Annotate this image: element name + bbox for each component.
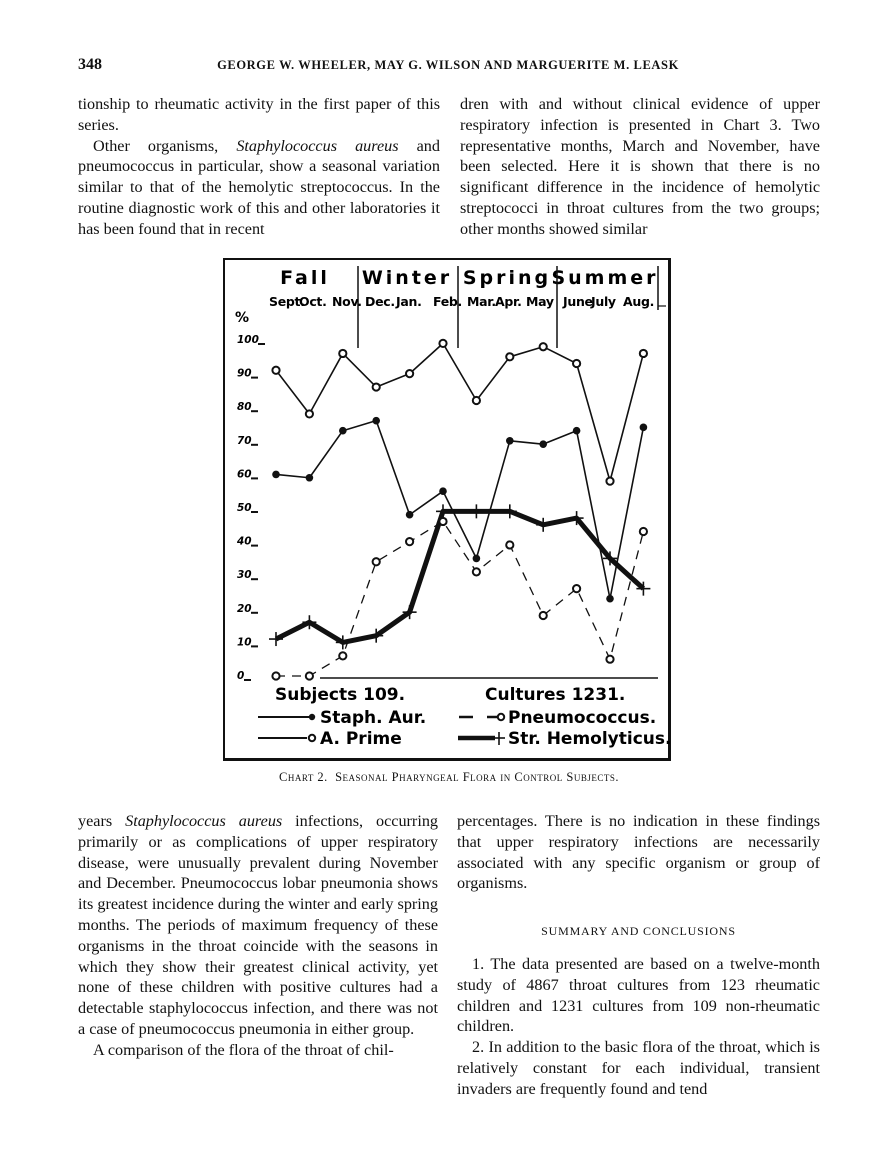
data-point-open-circle [373,383,380,390]
data-point-filled-circle [372,417,380,425]
caption-label: Chart 2. [279,770,328,784]
data-point-open-circle [640,350,647,357]
y-tick-label: 80 [237,401,252,414]
column-bottom-right [457,811,820,1100]
data-point-filled-circle [473,555,481,563]
y-tick-label: 50 [237,502,252,514]
month-label: Jan. [396,294,422,309]
series-line [276,511,643,642]
season-label: Summer [551,267,659,289]
data-point-filled-circle [306,474,314,482]
series-line [276,521,643,676]
paragraph: A comparison of the flora of the throat of chil- [93,1040,394,1059]
section-heading: SUMMARY AND CONCLUSIONS [541,924,736,939]
y-tick-label: 70 [237,434,252,447]
data-point-filled-circle [439,487,447,495]
month-label: Dec. [365,294,395,309]
legend-heading-cultures: Cultures 1231. [485,685,626,705]
column-top-left [78,94,440,240]
data-point-open-circle [473,397,480,404]
data-point-open-circle [272,672,279,679]
data-point-open-circle [573,585,580,592]
y-tick-label: 30 [237,569,252,582]
data-point-open-circle [606,656,613,663]
month-label: May [526,294,554,309]
data-point-filled-circle [640,424,648,432]
data-point-open-circle [406,370,413,377]
data-point-filled-circle [272,471,280,479]
y-tick-label: 100 [237,334,259,346]
legend-a-prime: A. Prime [320,729,402,749]
month-label: June [563,294,593,309]
month-label: Nov. [332,294,362,309]
data-point-open-circle [339,350,346,357]
caption-text: Seasonal Pharyngeal Flora in Control Subjects. [335,770,619,784]
italic-term: Staphylococcus aureus [236,136,399,155]
data-point-open-circle [406,538,413,545]
month-label: Sept. [269,294,305,309]
conclusion-item: 1. The data presented are based on a twelve-month study of 4867 throat cultures from 123 rheumatic children and 1231 cultures from 109 non-rheumatic children. [457,954,820,1036]
month-label: Oct. [299,294,327,309]
data-point-open-circle [540,612,547,619]
line-chart [225,260,671,760]
data-point-filled-circle [606,595,614,603]
data-point-open-circle [339,652,346,659]
y-tick-label: 40 [237,535,252,548]
text: infections, occurring primarily or as complications of upper respiratory disease, were unusually prevalent during November and December. Pneumococcus lobar pneumonia shows its greatest incidence during the winter and early spring months. The periods of maximum frequency of these organisms in the throat coincide with the seasons in which they show their greatest clinical activity, yet none of these children with positive cultures had a detectable staphylococcus infection, and there was not a case of pneumococcus pneumonia in either group. [78,812,439,1038]
y-tick-label: 10 [237,636,252,649]
y-tick-label: 20 [237,602,252,615]
page-number: 348 [78,56,102,73]
paragraph [78,811,438,1040]
y-tick-label: 0 [237,670,245,682]
chart-caption [223,770,675,785]
month-label: July [591,294,616,309]
month-label: Mar. [467,294,496,309]
text: years [78,812,126,830]
series-line [276,343,643,481]
legend-pneumococcus: Pneumococcus. [508,708,657,728]
data-point-open-circle [640,528,647,535]
data-point-open-circle [540,343,547,350]
column-bottom-left [78,811,438,1061]
y-tick-label: 60 [237,468,252,481]
text: Other organisms, [93,136,237,155]
running-head [78,56,818,78]
data-point-filled-circle [506,437,514,445]
data-point-filled-circle [406,511,414,519]
legend-str-hemolyticus: Str. Hemolyticus. [508,729,671,749]
paragraph: tionship to rheumatic activity in the first paper of this series. [78,95,440,134]
authors-header: GEORGE W. WHEELER, MAY G. WILSON AND MARGUERITE M. LEASK [217,58,679,72]
data-point-open-circle [439,340,446,347]
data-point-open-circle [439,518,446,525]
column-top-right [460,94,820,240]
paragraph: dren with and without clinical evidence of upper respiratory infection is presented in Chart 3. Two representative months, March and November, have been selected. Here it is shown that there is no significant difference in the incidence of hemolytic streptococci in throat cultures from the two groups; other months showed similar [460,95,820,238]
data-point-open-circle [272,367,279,374]
legend-heading-subjects: Subjects 109. [275,685,406,705]
data-point-open-circle [306,410,313,417]
y-tick-label: 90 [237,367,252,380]
season-label: Spring [462,267,552,289]
data-point-open-circle [373,558,380,565]
data-point-open-circle [473,568,480,575]
text: and pneumococcus in particular, show a seasonal variation similar to that of the hemolytic streptococcus. In the routine diagnostic work of this and other laboratories it has been found that in recent [78,136,440,238]
chart-2 [223,258,671,761]
season-label: Fall [280,267,330,289]
data-point-open-circle [506,541,513,548]
season-label: Winter [361,267,453,289]
data-point-open-circle [606,478,613,485]
month-label: Feb. [433,294,463,309]
legend-staph-aur: Staph. Aur. [320,708,427,728]
paragraph: percentages. There is no indication in these findings that upper respiratory infections are necessarily associated with any specific organism or group of organisms. [457,812,820,893]
conclusion-item: 2. In addition to the basic flora of the throat, which is relatively constant for each individual, transient invaders are frequently found and tend [457,1038,820,1098]
data-point-open-circle [506,353,513,360]
data-point-filled-circle [339,427,347,435]
data-point-open-circle [573,360,580,367]
paragraph [78,136,440,240]
month-label: Aug. [623,294,655,309]
month-label: Apr. [495,294,522,309]
data-point-open-circle [306,672,313,679]
data-point-filled-circle [573,427,581,435]
y-axis-unit: % [235,310,250,326]
data-point-filled-circle [539,440,547,448]
italic-term: Staphylococcus aureus [125,812,283,830]
